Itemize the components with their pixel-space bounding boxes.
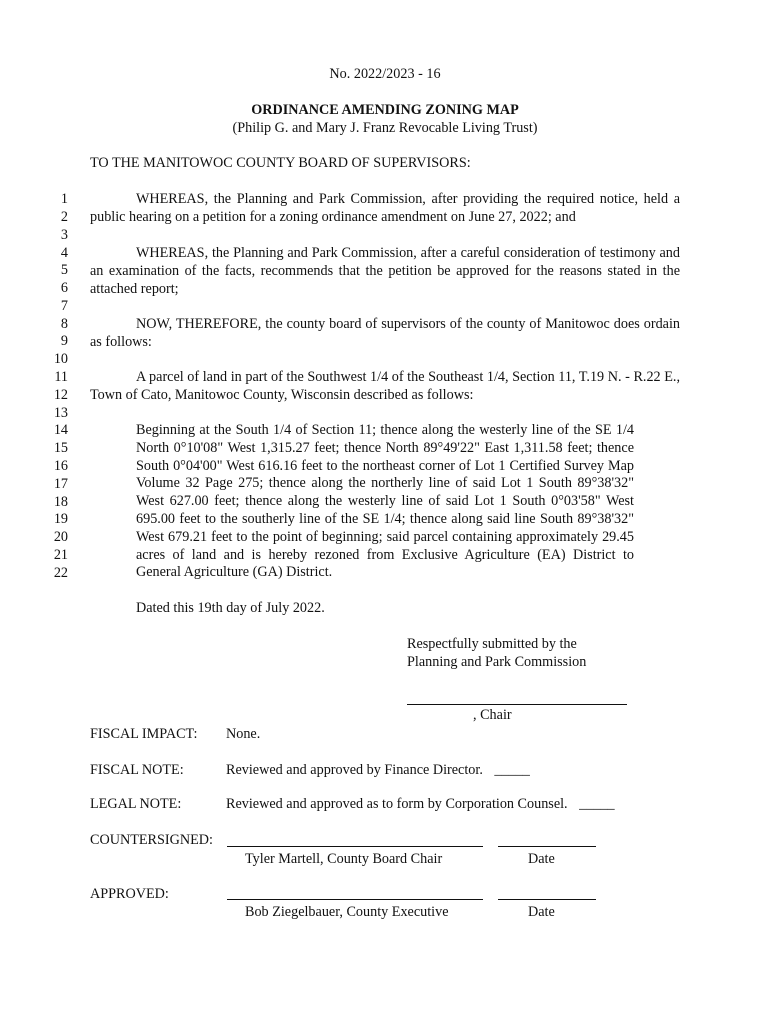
line-number: 9 xyxy=(60,333,68,349)
parcel-paragraph: A parcel of land in part of the Southwest 1/4 of the Southeast 1/4, Section 11, T.19 N. - R.22 E., Town of Cato, Manitowoc County, Wisconsin described as follows: xyxy=(90,369,680,403)
line-number: 12 xyxy=(53,387,68,403)
line-number: 18 xyxy=(53,494,68,510)
countersigned-date-line xyxy=(498,846,596,847)
legal-description: Beginning at the South 1/4 of Section 11; thence along the westerly line of the SE 1/4 North 0°10'08" West 1,315.27 feet; thence North 89°49'22" East 1,311.58 feet; thence South 0°04'00" West 616.16 feet to the northeast corner of Lot 1 Certified Survey Map Volume 32 Page 275; thence along the northerly line of said Lot 1 South 89°38'32" West 627.00 feet; thence along the westerly line of said Lot 1 South 0°03'58" West 695.00 feet to the southerly line of the SE 1/4; thence along said line South 89°38'32" West 679.21 feet to the point of beginning; said parcel containing approximately 29.45 acres of land and is hereby rezoned from Exclusive Agriculture (EA) District to General Agriculture (GA) District. xyxy=(136,422,634,581)
legal-note-initial-blank: _____ xyxy=(579,796,615,812)
document-title: ORDINANCE AMENDING ZONING MAP xyxy=(251,102,519,118)
line-number: 21 xyxy=(53,547,68,563)
line-number: 14 xyxy=(53,422,68,438)
line-number: 11 xyxy=(54,369,68,385)
submitted-by-line-1: Respectfully submitted by the xyxy=(407,636,577,652)
legal-note-text: Reviewed and approved as to form by Corporation Counsel. xyxy=(226,796,568,812)
line-number: 6 xyxy=(60,280,68,296)
whereas-paragraph-1: WHEREAS, the Planning and Park Commission, after providing the required notice, held a public hearing on a petition for a zoning ordinance amendment on June 27, 2022; and xyxy=(90,191,680,225)
approved-label: APPROVED: xyxy=(90,886,169,902)
countersigned-label: COUNTERSIGNED: xyxy=(90,832,213,848)
countersigned-date-label: Date xyxy=(528,851,555,867)
line-number: 5 xyxy=(60,262,68,278)
fiscal-note-value xyxy=(226,762,530,779)
approved-date-line xyxy=(498,899,596,900)
fiscal-impact-label: FISCAL IMPACT: xyxy=(90,726,198,742)
whereas-paragraph-2: WHEREAS, the Planning and Park Commission, after a careful consideration of testimony and an examination of the facts, recommends that the petition be approved for the reasons stated in the attached report; xyxy=(90,245,680,297)
submitted-by-line-2: Planning and Park Commission xyxy=(407,654,587,670)
approved-name: Bob Ziegelbauer, County Executive xyxy=(245,904,449,920)
line-number: 2 xyxy=(60,209,68,225)
countersigned-signature-line xyxy=(227,846,483,847)
fiscal-note-text: Reviewed and approved by Finance Director. xyxy=(226,762,483,778)
fiscal-impact-value: None. xyxy=(226,726,261,742)
addressee: TO THE MANITOWOC COUNTY BOARD OF SUPERVISORS: xyxy=(90,155,471,171)
document-number: No. 2022/2023 - 16 xyxy=(329,66,441,82)
approved-signature-line xyxy=(227,899,483,900)
chair-label: , Chair xyxy=(473,707,512,723)
line-number: 8 xyxy=(60,316,68,332)
approved-date-label: Date xyxy=(528,904,555,920)
line-number: 22 xyxy=(53,565,68,581)
line-number: 15 xyxy=(53,440,68,456)
line-number: 13 xyxy=(53,405,68,421)
line-number: 1 xyxy=(60,191,68,207)
fiscal-note-label: FISCAL NOTE: xyxy=(90,762,184,778)
dated-line: Dated this 19th day of July 2022. xyxy=(136,600,325,616)
line-number: 17 xyxy=(53,476,68,492)
line-number: 3 xyxy=(60,227,68,243)
line-number: 20 xyxy=(53,529,68,545)
line-number: 16 xyxy=(53,458,68,474)
line-number: 7 xyxy=(60,298,68,314)
chair-signature-line xyxy=(407,704,627,705)
countersigned-name: Tyler Martell, County Board Chair xyxy=(245,851,443,867)
document-subtitle: (Philip G. and Mary J. Franz Revocable Living Trust) xyxy=(232,120,538,136)
legal-note-value xyxy=(226,796,615,813)
line-number: 4 xyxy=(60,245,68,261)
line-number: 19 xyxy=(53,511,68,527)
legal-note-label: LEGAL NOTE: xyxy=(90,796,182,812)
line-number: 10 xyxy=(53,351,68,367)
fiscal-note-initial-blank: _____ xyxy=(494,762,530,778)
therefore-paragraph: NOW, THEREFORE, the county board of supervisors of the county of Manitowoc does ordain as follows: xyxy=(90,316,680,350)
